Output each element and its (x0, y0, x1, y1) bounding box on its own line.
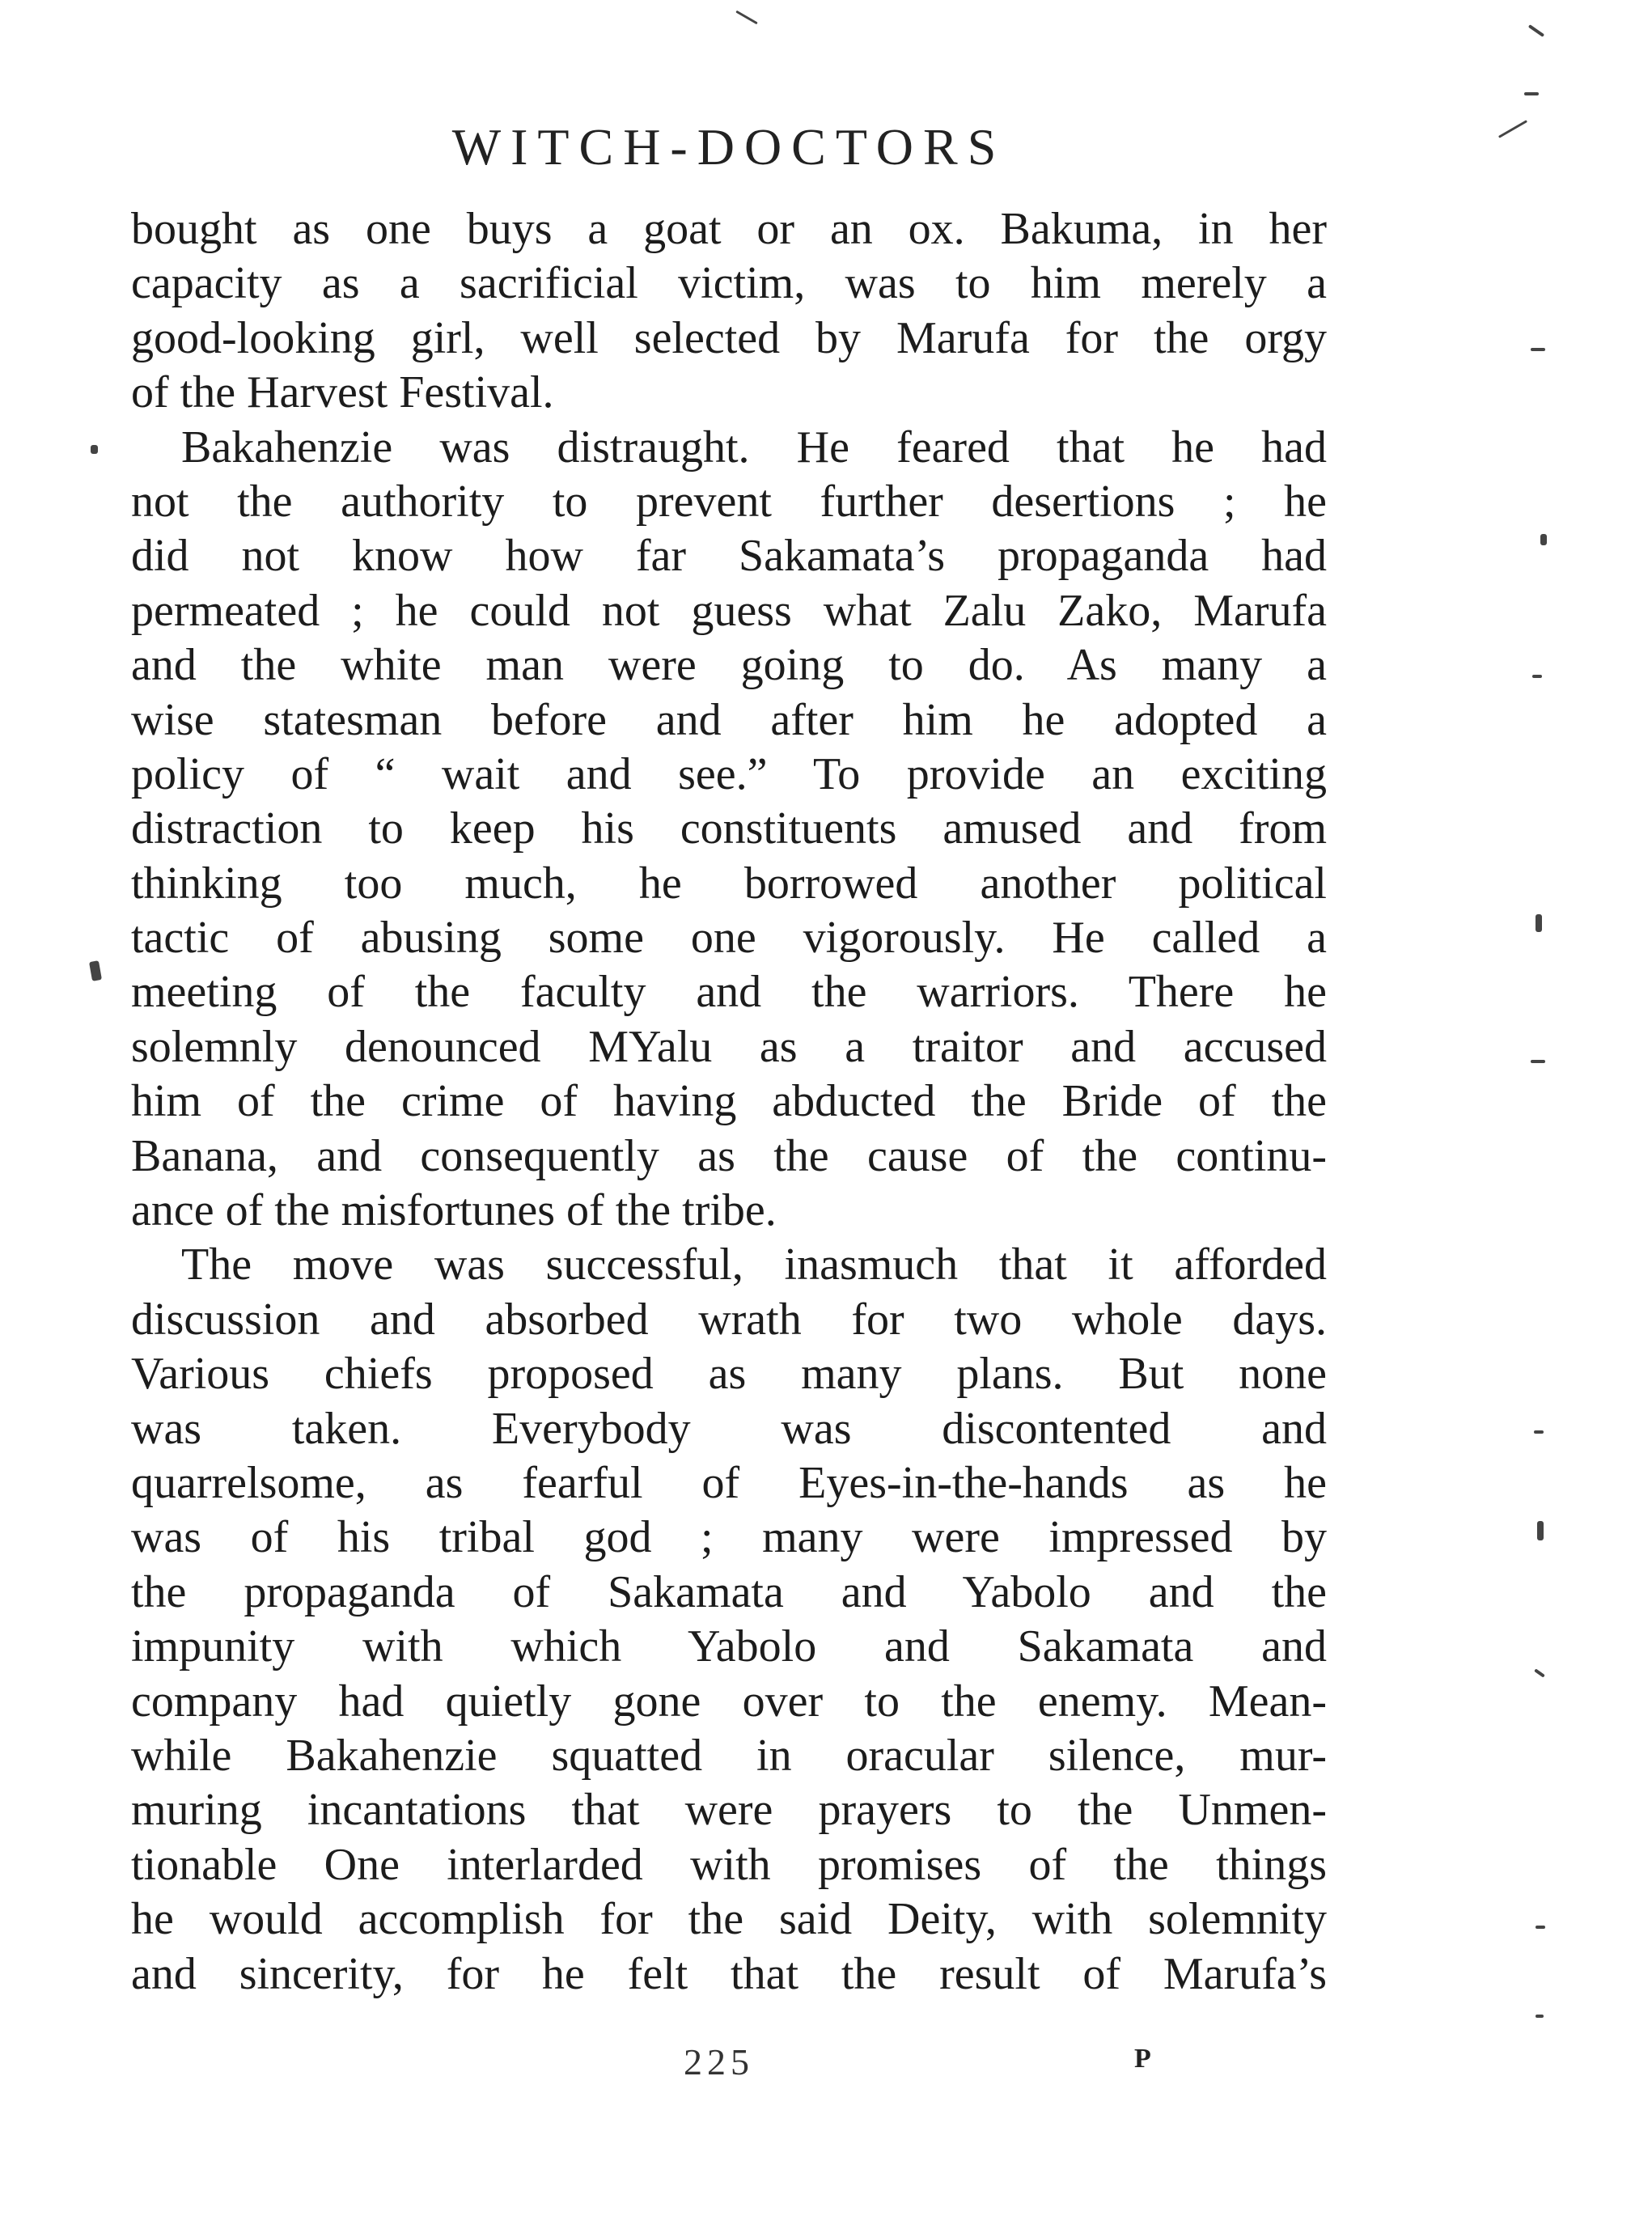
scan-speck (1537, 1521, 1544, 1540)
text-line: did not know how far Sakamata’s propaganda had (131, 531, 1327, 582)
text-line: Banana, and consequently as the cause of the continu- (131, 1130, 1327, 1181)
scan-speck (735, 11, 757, 25)
text-line: bought as one buys a goat or an ox. Bakuma, in her (131, 204, 1327, 254)
text-line: him of the crime of having abducted the Bride of the (131, 1076, 1327, 1127)
text-line: solemnly denounced MYalu as a traitor and accused (131, 1021, 1327, 1072)
signature-mark: P (1134, 2044, 1151, 2074)
text-line: tactic of abusing some one vigorously. He called a (131, 913, 1327, 964)
text-line: meeting of the faculty and the warriors. There he (131, 967, 1327, 1018)
text-line: impunity with which Yabolo and Sakamata and (131, 1621, 1327, 1672)
text-line: company had quietly gone over to the enemy. Mean- (131, 1676, 1327, 1727)
text-line: and the white man were going to do. As many a (131, 640, 1327, 691)
text-line: muring incantations that were prayers to the Unmen- (131, 1785, 1327, 1836)
text-line: quarrelsome, as fearful of Eyes-in-the-hands as he (131, 1457, 1327, 1508)
scan-speck (1531, 1060, 1545, 1063)
text-line: and sincerity, for he felt that the result of Marufa’s (131, 1948, 1327, 1999)
body-text (131, 202, 1327, 2002)
text-line: the propaganda of Sakamata and Yabolo and the (131, 1566, 1327, 1617)
text-line: good-looking girl, well selected by Marufa for the orgy (131, 312, 1327, 363)
text-line: was of his tribal god ; many were impressed by (131, 1512, 1327, 1563)
text-line: wise statesman before and after him he adopted a (131, 694, 1327, 745)
text-line: was taken. Everybody was discontented and (131, 1403, 1327, 1454)
text-line: discussion and absorbed wrath for two whole days. (131, 1294, 1327, 1345)
text-line: distraction to keep his constituents amused and from (131, 803, 1327, 854)
page-number: 225 (684, 2041, 754, 2083)
scan-speck (1536, 914, 1542, 932)
scan-speck (1534, 1668, 1545, 1677)
text-line: Bakahenzie was distraught. He feared that he had (181, 422, 1327, 472)
scan-speck (1531, 348, 1545, 351)
text-line: policy of “ wait and see.” To provide an exciting (131, 748, 1327, 799)
text-line: Various chiefs proposed as many plans. But none (131, 1349, 1327, 1400)
scan-speck (1540, 534, 1547, 545)
scan-speck (89, 960, 102, 981)
scan-speck (1534, 1430, 1544, 1434)
scan-speck (1536, 2015, 1544, 2018)
text-line: of the Harvest Festival. (131, 367, 554, 418)
text-line: while Bakahenzie squatted in oracular silence, mur- (131, 1730, 1327, 1781)
scan-speck (1524, 92, 1539, 95)
scan-speck (1498, 120, 1527, 138)
text-line: The move was successful, inasmuch that it afforded (181, 1239, 1327, 1290)
text-line: capacity as a sacrificial victim, was to him merely a (131, 258, 1327, 309)
text-line: permeated ; he could not guess what Zalu Zako, Marufa (131, 585, 1327, 636)
scan-speck (1532, 675, 1542, 678)
scan-speck (1536, 1926, 1545, 1929)
text-line: not the authority to prevent further desertions ; he (131, 476, 1327, 527)
text-line: ance of the misfortunes of the tribe. (131, 1185, 777, 1236)
scan-speck (91, 445, 98, 454)
running-head: WITCH-DOCTORS (451, 118, 1006, 176)
text-line: tionable One interlarded with promises of the things (131, 1839, 1327, 1890)
text-line: thinking too much, he borrowed another political (131, 858, 1327, 909)
text-line: he would accomplish for the said Deity, with solemnity (131, 1894, 1327, 1945)
scan-speck (1528, 24, 1544, 37)
